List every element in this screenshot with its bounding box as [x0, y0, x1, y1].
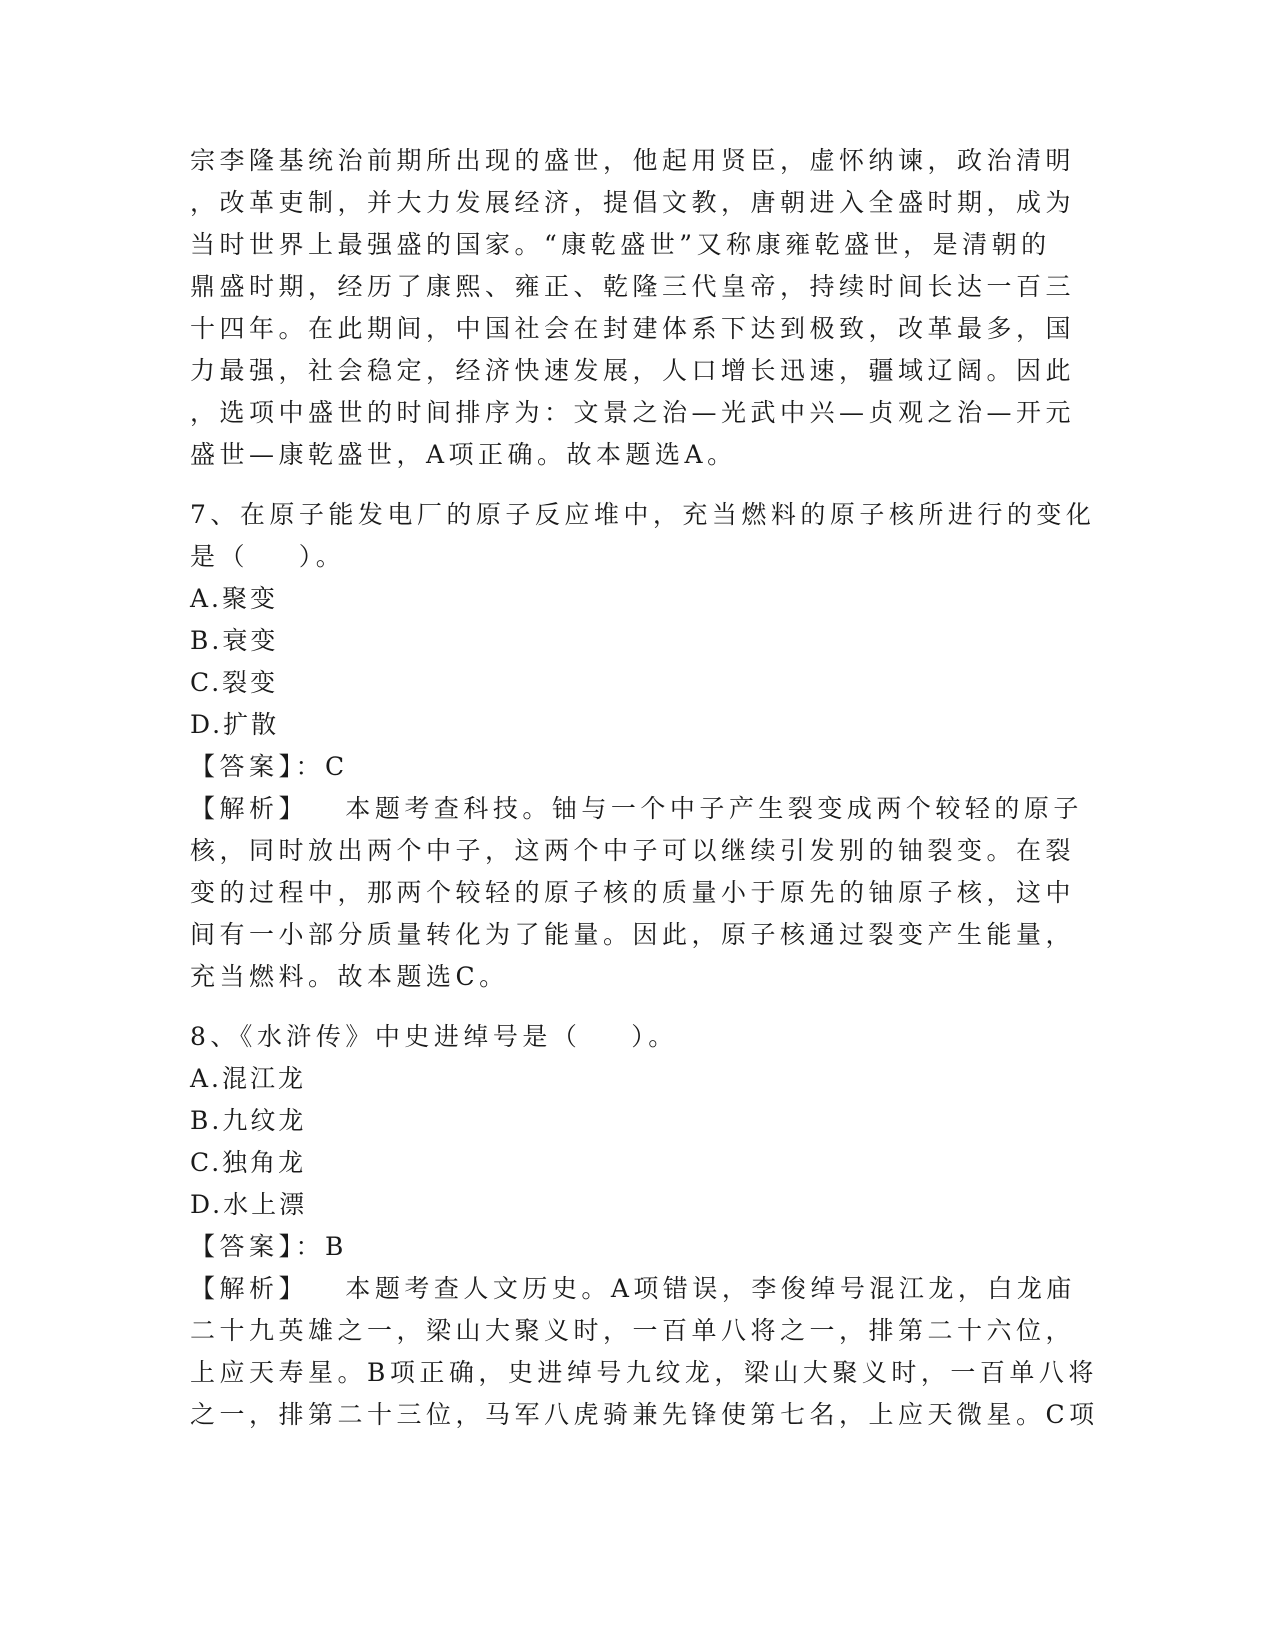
analysis-line: 【解析】 本题考查科技。铀与一个中子产生裂变成两个较轻的原子 — [190, 794, 1083, 823]
question-stem: 7、在原子能发电厂的原子反应堆中，充当燃料的原子核所进行的变化 — [190, 500, 1096, 529]
analysis-line: 核，同时放出两个中子，这两个中子可以继续引发别的铀裂变。在裂 — [190, 836, 1076, 865]
answer-line: 【答案】：B — [190, 1232, 348, 1261]
option-b: B.衰变 — [190, 626, 279, 655]
option-a: A.混江龙 — [190, 1064, 307, 1093]
analysis-line: 间有一小部分质量转化为了能量。因此，原子核通过裂变产生能量， — [190, 920, 1076, 949]
option-b: B.九纹龙 — [190, 1106, 307, 1135]
option-c: C.裂变 — [190, 668, 279, 697]
analysis-line: 上应天寿星。B项正确，史进绰号九纹龙，梁山大聚义时，一百单八将 — [190, 1358, 1098, 1387]
analysis-line: 充当燃料。故本题选C。 — [190, 962, 509, 991]
option-d: D.扩散 — [190, 710, 280, 739]
question-stem: 是（ ）。 — [190, 542, 346, 571]
option-a: A.聚变 — [190, 584, 279, 613]
paragraph-line: 当时世界上最强盛的国家。“康乾盛世”又称康雍乾盛世，是清朝的 — [190, 230, 1051, 259]
paragraph-line: 鼎盛时期，经历了康熙、雍正、乾隆三代皇帝，持续时间长达一百三 — [190, 272, 1076, 301]
answer-line: 【答案】：C — [190, 752, 349, 781]
paragraph-line: 盛世—康乾盛世，A项正确。故本题选A。 — [190, 440, 737, 469]
analysis-line: 二十九英雄之一，梁山大聚义时，一百单八将之一，排第二十六位， — [190, 1316, 1076, 1345]
analysis-line: 变的过程中，那两个较轻的原子核的质量小于原先的铀原子核，这中 — [190, 878, 1076, 907]
analysis-line: 【解析】 本题考查人文历史。A项错误，李俊绰号混江龙，白龙庙 — [190, 1274, 1076, 1303]
paragraph-line: 宗李隆基统治前期所出现的盛世，他起用贤臣，虚怀纳谏，政治清明 — [190, 146, 1076, 175]
question-stem: 8、《水浒传》中史进绰号是（ ）。 — [190, 1022, 678, 1051]
option-c: C.独角龙 — [190, 1148, 307, 1177]
paragraph-line: ，改革吏制，并大力发展经济，提倡文教，唐朝进入全盛时期，成为 — [190, 188, 1076, 217]
option-d: D.水上漂 — [190, 1190, 308, 1219]
paragraph-line: 力最强，社会稳定，经济快速发展，人口增长迅速，疆域辽阔。因此 — [190, 356, 1076, 385]
paragraph-line: 十四年。在此期间，中国社会在封建体系下达到极致，改革最多，国 — [190, 314, 1076, 343]
paragraph-line: ，选项中盛世的时间排序为：文景之治—光武中兴—贞观之治—开元 — [190, 398, 1076, 427]
analysis-line: 之一，排第二十三位，马军八虎骑兼先锋使第七名，上应天微星。C项 — [190, 1400, 1099, 1429]
